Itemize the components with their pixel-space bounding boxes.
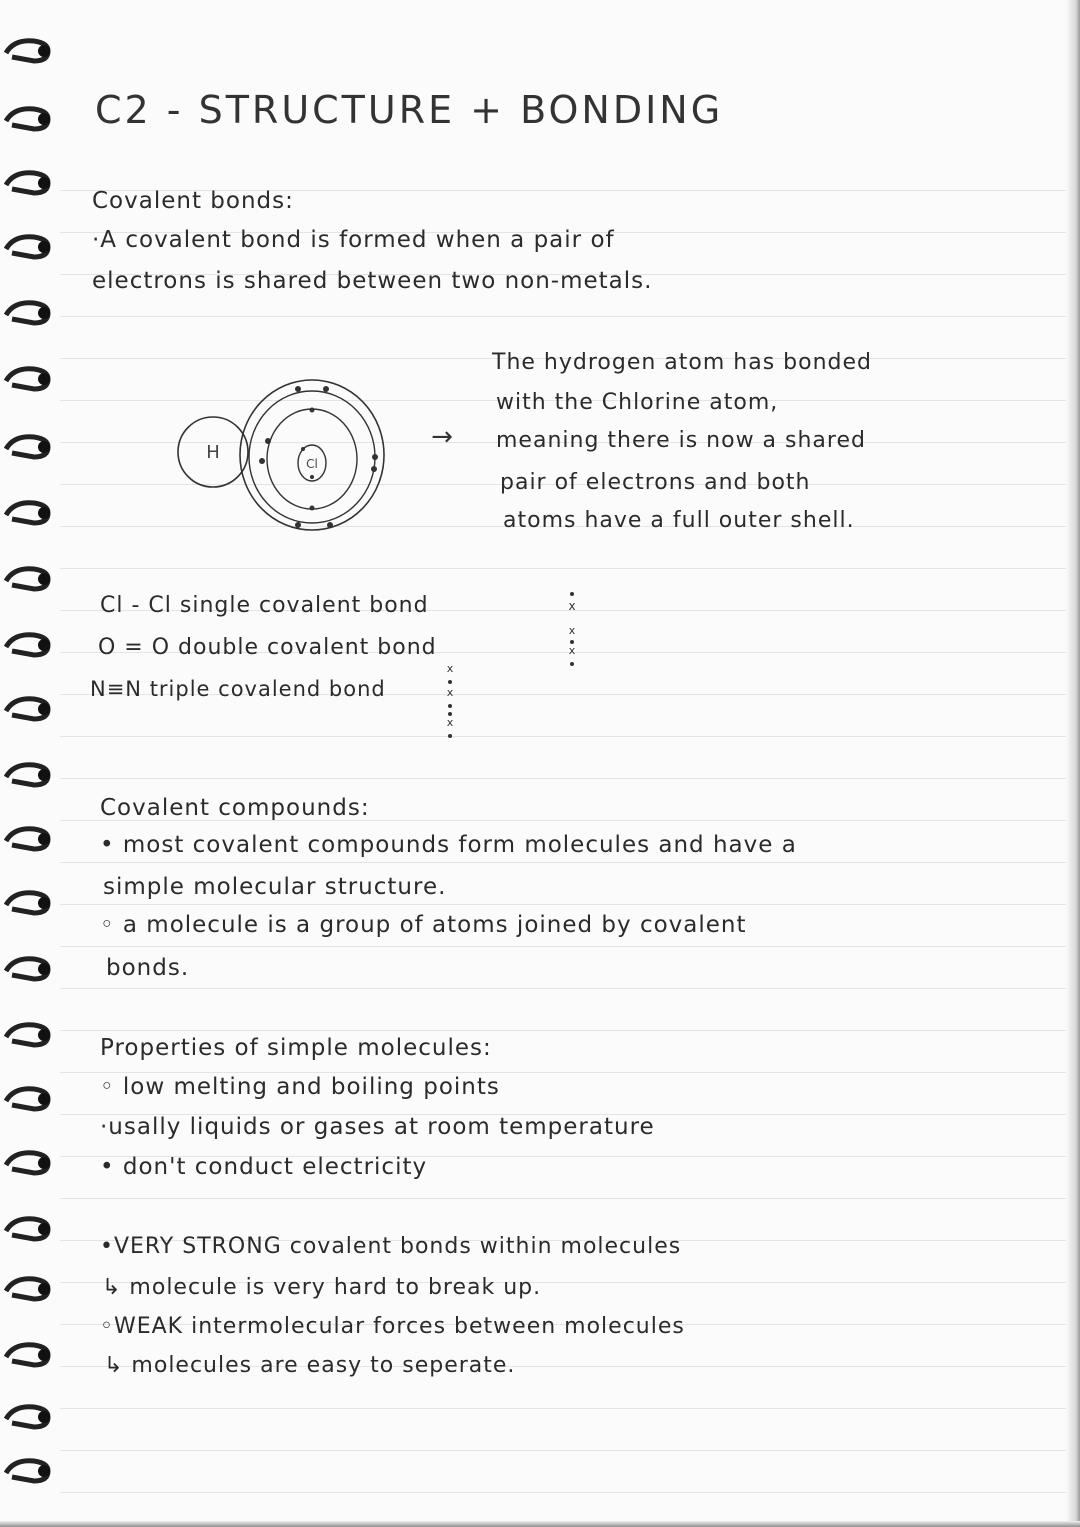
diagram-description-line-5: atoms have a full outer shell. [503, 508, 855, 533]
diagram-description-line-4: pair of electrons and both [500, 470, 811, 495]
compounds-line-1: • most covalent compounds form molecules and have a [100, 832, 797, 858]
hydrogen-label: H [206, 442, 220, 463]
forces-line-3: ◦WEAK intermolecular forces between molecules [100, 1314, 685, 1339]
properties-item-3: • don't conduct electricity [100, 1154, 428, 1180]
covalent-bonds-line-1: ·A covalent bond is formed when a pair of [92, 227, 615, 253]
shared-electron [259, 458, 265, 464]
covalent-bonds-heading: Covalent bonds: [92, 188, 294, 214]
spiral-binding [0, 0, 60, 1527]
page-title: C2 - STRUCTURE + BONDING [95, 88, 724, 132]
arrow-icon: → [431, 422, 453, 452]
forces-line-4: ↳ molecules are easy to seperate. [104, 1353, 516, 1378]
covalent-bonds-line-2: electrons is shared between two non-metals. [92, 268, 653, 294]
hcl-bonding-diagram [170, 365, 490, 540]
svg-text:x: x [446, 686, 454, 699]
properties-item-1: ◦ low melting and boiling points [100, 1074, 500, 1100]
diagram-description-line-2: with the Chlorine atom, [496, 390, 779, 415]
bond-type-double: O = O double covalent bond [98, 635, 437, 660]
svg-text:x: x [568, 644, 576, 657]
compounds-heading: Covalent compounds: [100, 795, 370, 821]
bond-type-single: Cl - Cl single covalent bond [100, 593, 429, 618]
shared-electron [265, 438, 271, 444]
compounds-line-4: bonds. [106, 955, 190, 981]
svg-text:x: x [446, 662, 454, 675]
page-bottom-edge [0, 1521, 1080, 1527]
properties-item-2: ·usally liquids or gases at room temperature [100, 1114, 655, 1140]
chlorine-label: Cl [306, 457, 318, 471]
forces-line-2: ↳ molecule is very hard to break up. [102, 1275, 542, 1300]
svg-text:x: x [568, 624, 576, 637]
bond-type-triple: N≡N triple covalend bond [90, 677, 386, 701]
bond-electron-markers-triple [438, 660, 462, 742]
compounds-line-2: simple molecular structure. [103, 874, 447, 900]
svg-text:x: x [446, 716, 454, 729]
bond-electron-markers-single-double [560, 588, 584, 668]
svg-text:x: x [568, 599, 576, 613]
diagram-description-line-3: meaning there is now a shared [496, 428, 866, 453]
compounds-line-3: ◦ a molecule is a group of atoms joined by covalent [100, 912, 747, 938]
diagram-description-line-1: The hydrogen atom has bonded [492, 350, 872, 375]
page-right-edge [1066, 0, 1080, 1527]
properties-heading: Properties of simple molecules: [100, 1035, 492, 1061]
forces-line-1: •VERY STRONG covalent bonds within molecules [100, 1234, 682, 1259]
